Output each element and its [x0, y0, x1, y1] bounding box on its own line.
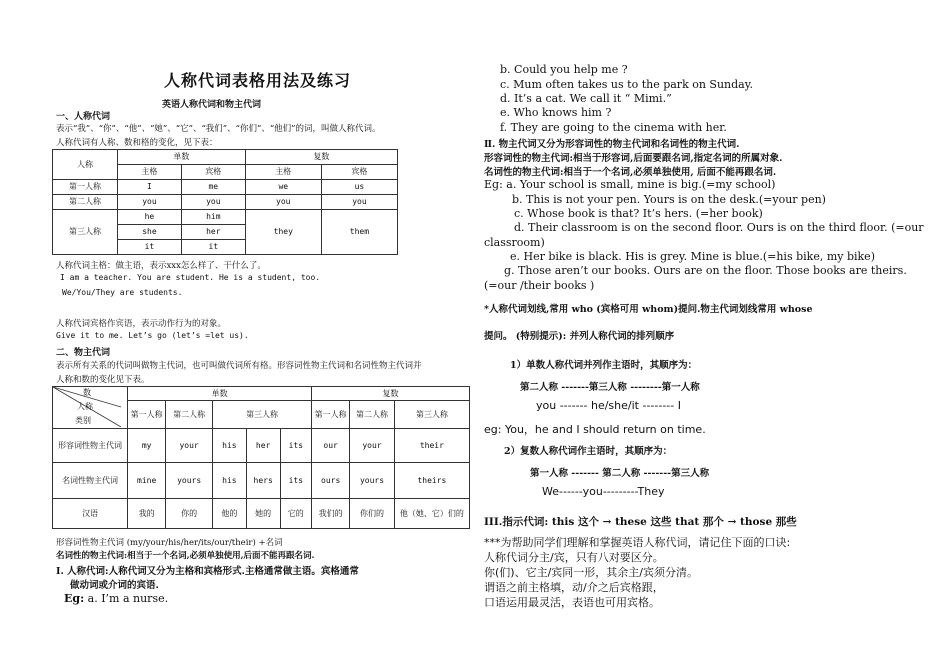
rule-2-words: We------you---------They [542, 485, 665, 498]
th-plural: 复数 [312, 387, 470, 401]
cell: him [181, 210, 245, 225]
cell: 我们的 [312, 499, 350, 529]
cell: you [245, 195, 321, 210]
note-noun: 名词性的物主代词:相当于一个名词,必须单独使用,后面不能再跟名词. [56, 551, 315, 561]
label-leibie: 类别 [75, 416, 91, 425]
cell: 第二人称 [53, 195, 118, 210]
mnemonic-intro: ***为帮助同学们理解和掌握英语人称代词，请记住下面的口诀: [484, 536, 791, 549]
section-heading-2: 二、物主代词 [56, 348, 111, 358]
th-obj: 宾格 [181, 165, 245, 180]
cell: her [181, 225, 245, 240]
cell: yours [350, 463, 395, 499]
page-title: 人称代词表格用法及练习 [164, 71, 352, 90]
cell: ours [312, 463, 350, 499]
subject-example-1: I am a teacher. You are student. He is a student, too. [60, 273, 321, 282]
th-person: 第一人称 [312, 401, 350, 429]
cell: 它的 [280, 499, 312, 529]
row-label: 形容词性物主代词 [53, 429, 128, 463]
personal-pronoun-table [52, 149, 398, 255]
cell: 你的 [166, 499, 213, 529]
cell: its [280, 429, 312, 463]
th-nom: 主格 [118, 165, 182, 180]
eg-label: Eg: [64, 592, 85, 605]
mnemonic-3: 谓语之前主格填，动/介之后宾格跟， [484, 581, 664, 594]
example-e: e. Who knows him ? [500, 106, 612, 119]
example2-g2: (=our /their books ) [484, 279, 595, 292]
th-person: 第二人称 [350, 401, 395, 429]
cell: us [321, 180, 397, 195]
eg-a-text: a. I’m a nurse. [87, 592, 169, 605]
rule-2: 2）复数人称代词作主语时，其顺序为： [504, 446, 673, 457]
cell: 他的 [213, 499, 247, 529]
cell: 第一人称 [53, 180, 118, 195]
roman-three: III.指示代词: this 这个 → these 这些 that 那个 → those 那些 [484, 516, 797, 528]
cell: we [245, 180, 321, 195]
label-shu: 数 [83, 388, 91, 397]
rule-1-example: eg: You，he and I should return on time. [484, 423, 706, 436]
roman-one-line-b: 做动词或介词的宾语. [70, 580, 159, 591]
subtitle: 英语人称代词和物主代词 [162, 100, 262, 110]
example-a [64, 592, 168, 605]
rule-1-words: you ------- he/she/it -------- I [536, 399, 681, 412]
cell: their [394, 429, 469, 463]
roman-two-line-a: Ⅱ. 物主代词又分为形容词性的物主代词和名词性的物主代词. [484, 139, 740, 150]
cell: your [166, 429, 213, 463]
cell: 她的 [246, 499, 280, 529]
star-note-1: *人称代词划线,常用 who (宾格可用 whom)提问.物主代词划线常用 whose [484, 304, 813, 315]
mnemonic-2: 你(们)、它主/宾同一形，其余主/宾须分清。 [484, 566, 698, 579]
cell: he [118, 210, 182, 225]
mnemonic-4: 口语运用最灵活，表语也可用宾格。 [484, 596, 660, 609]
cell: theirs [394, 463, 469, 499]
table-row [53, 210, 398, 225]
example2-b: b. This is not your pen. Yours is on the desk.(=your pen) [512, 193, 826, 206]
th-plural: 复数 [245, 150, 397, 165]
object-note: 人称代词宾格作宾语，表示动作行为的对象。 [56, 319, 227, 329]
cell: her [246, 429, 280, 463]
th-nom: 主格 [245, 165, 321, 180]
cell: them [321, 210, 397, 255]
object-example: Give it to me. Let’s go (let’s =let us). [56, 331, 249, 340]
cell: me [181, 180, 245, 195]
example-f: f. They are going to the cinema with her. [500, 121, 727, 134]
intro-line-3: 表示所有关系的代词叫做物主代词，也可叫做代词所有格。形容词性物主代词和名词性物主代词并 [56, 361, 422, 371]
example2-d2: classroom) [484, 236, 545, 249]
subject-example-2: We/You/They are students. [62, 288, 183, 297]
cell: 我的 [128, 499, 166, 529]
th-person: 第三人称 [394, 401, 469, 429]
label-renchen: 人称 [77, 402, 93, 411]
example-d: d. It’s a cat. We call it “ Mimi.” [500, 92, 672, 105]
th-person: 第一人称 [128, 401, 166, 429]
cell: your [350, 429, 395, 463]
cell: his [213, 463, 247, 499]
star-note-2: 提问。 (特别提示): 并列人称代词的排列顺序 [484, 331, 675, 342]
cell: our [312, 429, 350, 463]
mnemonic-1: 人称代词分主/宾，只有八对要区分。 [484, 551, 664, 564]
example2-c: c. Whose book is that? It’s hers. (=her book) [514, 207, 763, 220]
cell: you [181, 195, 245, 210]
row-label: 汉语 [53, 499, 128, 529]
rule-1-order: 第二人称 -------第三人称 --------第一人称 [520, 382, 700, 393]
rule-2-order: 第一人称 ------- 第二人称 -------第三人称 [530, 468, 710, 479]
section-heading-1: 一、人称代词 [56, 112, 111, 122]
cell: it [181, 240, 245, 255]
roman-two-line-b: 形容词性的物主代词:相当于形容词,后面要跟名词,指定名词的所属对象. [484, 153, 783, 164]
example-c: c. Mum often takes us to the park on Sunday. [500, 78, 753, 91]
table-row [53, 180, 398, 195]
cell: my [128, 429, 166, 463]
th-person: 人称 [53, 150, 118, 180]
cell: 第三人称 [53, 210, 118, 255]
rule-1: 1）单数人称代词并列作主语时，其顺序为： [510, 360, 698, 371]
th-singular: 单数 [128, 387, 312, 401]
table-row [53, 429, 470, 463]
example2-d1: d. Their classroom is on the second floor. Ours is on the third floor. (=our [514, 221, 924, 234]
roman-one-line-a: Ⅰ. 人称代词:人称代词又分为主格和宾格形式.主格通常做主语。宾格通常 [56, 566, 359, 577]
cell: its [280, 463, 312, 499]
cell: mine [128, 463, 166, 499]
intro-line-4: 人称和数的变化见下表。 [56, 375, 150, 385]
intro-line-1: 表示“我”、“你”、“他”、“她”、“它”、“我们”、“你们”、“他们”的词，叫做人称代词。 [56, 124, 381, 134]
table-row [53, 195, 398, 210]
possessive-pronoun-table [52, 386, 470, 529]
cell: 你们的 [350, 499, 395, 529]
th-person: 第二人称 [166, 401, 213, 429]
example-b: b. Could you help me ? [500, 63, 628, 76]
subject-note: 人称代词主格：做主语，表示xxx怎么样了、干什么了。 [56, 261, 266, 271]
table-row [53, 499, 470, 529]
th-singular: 单数 [118, 150, 246, 165]
diagonal-header-cell [53, 387, 128, 429]
cell: you [321, 195, 397, 210]
intro-line-2: 人称代词有人称、数和格的变化，见下表： [56, 138, 218, 148]
cell: his [213, 429, 247, 463]
row-label: 名词性物主代词 [53, 463, 128, 499]
th-obj: 宾格 [321, 165, 397, 180]
cell: they [245, 210, 321, 255]
example2-e: e. Her bike is black. His is grey. Mine is blue.(=his bike, my bike) [510, 250, 875, 263]
cell: it [118, 240, 182, 255]
cell: you [118, 195, 182, 210]
table-row [53, 463, 470, 499]
cell: she [118, 225, 182, 240]
example2-a: Eg: a. Your school is small, mine is big.(=my school) [484, 178, 776, 191]
cell: 他（她、它）们的 [394, 499, 469, 529]
cell: yours [166, 463, 213, 499]
note-adjective: 形容词性物主代词 (my/your/his/her/its/our/their) +名词 [56, 538, 283, 548]
th-person: 第三人称 [213, 401, 312, 429]
example2-g1: g. Those aren’t our books. Ours are on the floor. Those books are theirs. [504, 264, 907, 277]
cell: hers [246, 463, 280, 499]
roman-two-line-c: 名词性的物主代词:相当于一个名词,必须单独使用, 后面不能再跟名词. [484, 167, 777, 178]
cell: I [118, 180, 182, 195]
